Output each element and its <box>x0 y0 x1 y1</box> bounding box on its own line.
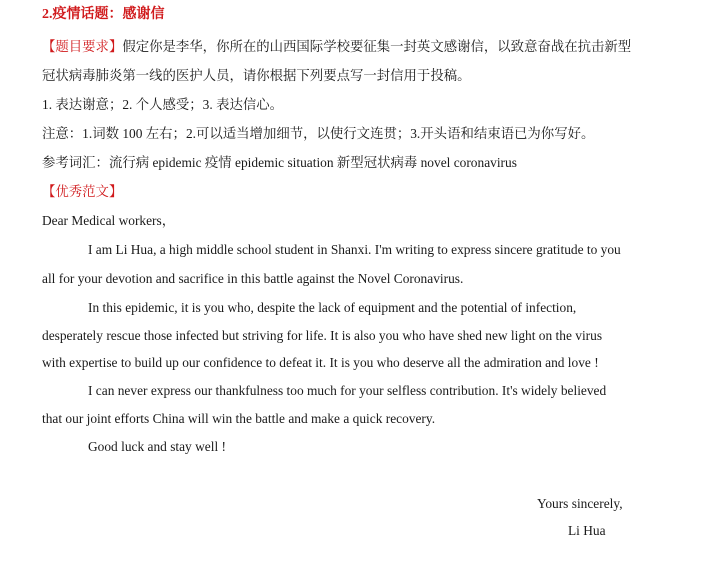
letter-paragraph-4: Good luck and stay well ! <box>88 439 226 454</box>
letter-paragraph-1-line-2: all for your devotion and sacrifice in this battle against the Novel Coronavirus. <box>42 271 464 286</box>
letter-salutation: Dear Medical workers， <box>42 213 176 228</box>
page-title: 2.疫情话题：感谢信 <box>42 7 165 22</box>
reference-vocabulary: 参考词汇：流行病 epidemic 疫情 epidemic situation 新型冠状病毒 novel coronavirus <box>42 155 517 170</box>
requirement-line-2: 冠状病毒肺炎第一线的医护人员，请你根据下列要点写一封信用于投稿。 <box>42 68 471 83</box>
notes: 注意：1.词数 100 左右；2.可以适当增加细节，以使行文连贯；3.开头语和结束语已为你写好。 <box>42 126 595 141</box>
letter-paragraph-3-line-2: that our joint efforts China will win the battle and make a quick recovery. <box>42 411 436 426</box>
requirement-line-1 <box>42 38 631 56</box>
requirement-tag: 【题目要求】 <box>42 39 123 54</box>
sample-essay-tag: 【优秀范文】 <box>42 184 123 199</box>
letter-paragraph-2-line-3: with expertise to build up our confidence to defeat it. It is you who deserve all the admiration and love ! <box>42 355 599 370</box>
letter-closing: Yours sincerely, <box>537 496 623 511</box>
letter-signature: Li Hua <box>568 523 606 538</box>
letter-paragraph-2-line-2: desperately rescue those infected but striving for life. It is also you who have shed new light on the virus <box>42 328 603 343</box>
requirement-text-1: 假定你是李华，你所在的山西国际学校要征集一封英文感谢信，以致意奋战在抗击新型 <box>122 39 632 54</box>
letter-paragraph-3-line-1: I can never express our thankfulness too much for your selfless contribution. It's widely believed <box>88 383 607 398</box>
letter-paragraph-1-line-1: I am Li Hua, a high middle school student in Shanxi. I'm writing to express sincere gratitude to you <box>88 242 621 257</box>
key-points: 1. 表达谢意；2. 个人感受；3. 表达信心。 <box>42 97 284 112</box>
letter-paragraph-2-line-1: In this epidemic, it is you who, despite the lack of equipment and the potential of infection, <box>88 300 577 315</box>
